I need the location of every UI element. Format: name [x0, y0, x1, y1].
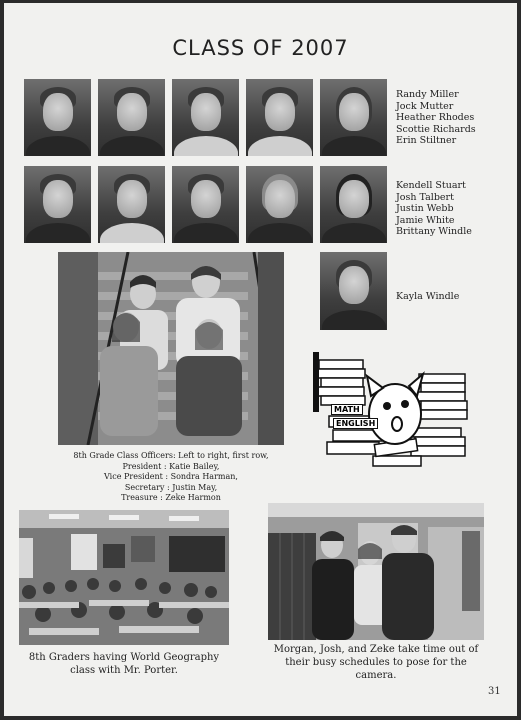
portrait-kayla-windle [320, 252, 387, 330]
geography-photo-illustration [19, 510, 229, 645]
name-item: Scottie Richards [396, 123, 476, 135]
portrait-justin-webb [172, 166, 239, 243]
portrait-josh-talbert [98, 166, 165, 243]
caption-line: camera. [355, 670, 397, 681]
name-item: Justin Webb [396, 203, 454, 215]
row2-name-list [396, 180, 472, 238]
hallway-photo-illustration [268, 503, 484, 640]
name-item: Josh Talbert [396, 191, 454, 203]
hallway-caption [264, 643, 488, 682]
name-item: Erin Stiltner [396, 135, 457, 147]
caption-line: Vice President : Sondra Harman, [104, 472, 238, 481]
portrait-heather-rhodes [172, 79, 239, 156]
officers-caption [58, 451, 284, 504]
portrait-erin-stiltner [320, 79, 387, 156]
portrait-brittany-windle [320, 166, 387, 243]
caption-line: President : Katie Bailey, [122, 461, 220, 471]
caption-line: class with Mr. Porter. [70, 665, 178, 676]
name-item: Kayla Windle [396, 291, 460, 302]
caption-line: Secretary : Justin May, [124, 482, 218, 492]
portrait-scottie-richards [246, 79, 313, 156]
geography-class-photo [19, 510, 229, 645]
portrait-jamie-white [246, 166, 313, 243]
row1-name-list [396, 89, 476, 147]
name-item: Jock Mutter [396, 100, 454, 112]
caption-line: their busy schedules to pose for the [285, 657, 467, 668]
books-clipart [313, 352, 473, 482]
page-title: CLASS OF 2007 [172, 36, 349, 60]
caption-line: 8th Grade Class Officers: Left to right, first row, [73, 451, 269, 460]
portrait-jock-mutter [98, 79, 165, 156]
officers-photo-illustration [58, 252, 284, 445]
math-book-label: MATH [331, 404, 363, 415]
caption-line: Treasure : Zeke Harmon [121, 493, 221, 502]
name-item: Heather Rhodes [396, 112, 475, 124]
hallway-friends-photo [268, 503, 484, 640]
name-item: Jamie White [396, 214, 455, 226]
page-number: 31 [488, 686, 501, 697]
portrait-kendell-stuart [24, 166, 91, 243]
row3-name-list [396, 291, 459, 303]
name-item: Kendell Stuart [396, 180, 466, 191]
portrait-randy-miller [24, 79, 91, 156]
geography-caption [19, 651, 229, 677]
english-book-label: ENGLISH [333, 418, 378, 429]
class-officers-photo [58, 252, 284, 445]
caption-line: Morgan, Josh, and Zeke take time out of [273, 644, 479, 655]
name-item: Randy Miller [396, 89, 459, 100]
caption-line: 8th Graders having World Geography [28, 652, 220, 663]
books-clipart-drawing [313, 352, 473, 482]
name-item: Brittany Windle [396, 226, 472, 238]
